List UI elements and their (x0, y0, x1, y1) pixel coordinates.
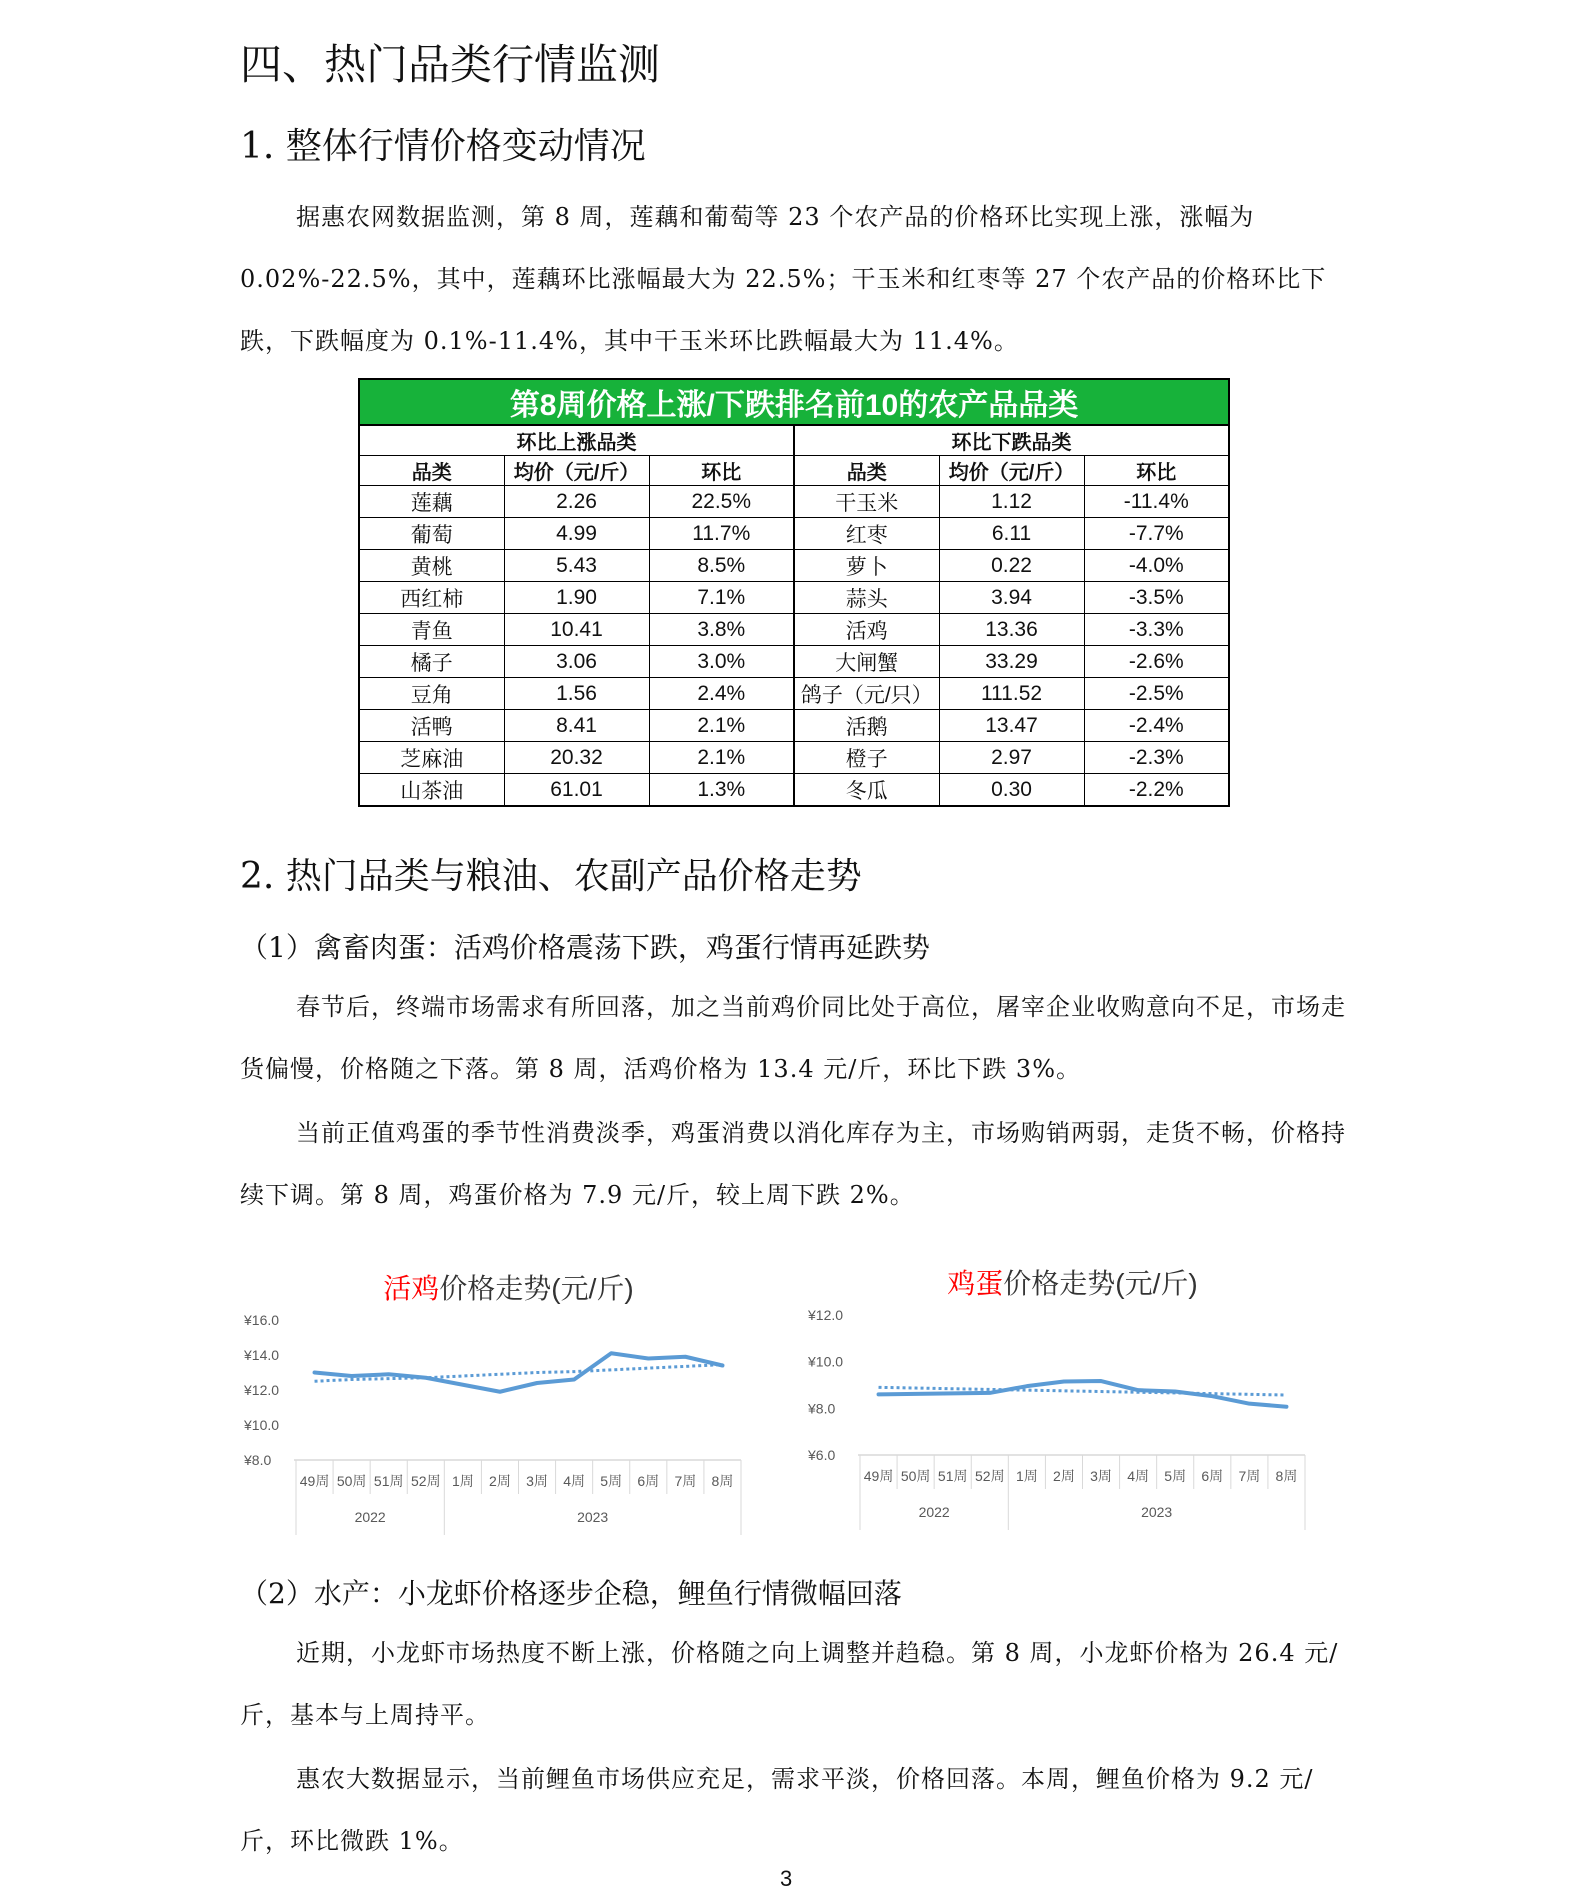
price-ranking-table (358, 378, 1230, 807)
table-cell-up-change: 2.1% (649, 742, 794, 774)
table-body (359, 486, 1229, 807)
y-tick-label: ¥16.0 (243, 1312, 279, 1328)
section-title: 四、热门品类行情监测 (240, 32, 660, 92)
table-cell-up-price: 1.56 (504, 678, 649, 710)
chart-title-rest: 价格走势(元/斤) (439, 1273, 633, 1304)
subsection-title-2-2: （2）水产：小龙虾价格逐步企稳，鲤鱼行情微幅回落 (240, 1572, 902, 1612)
table-cell-down-price: 0.30 (939, 774, 1084, 807)
y-tick-label: ¥6.0 (807, 1447, 835, 1463)
egg-price-chart (800, 1255, 1320, 1550)
x-tick-label: 51周 (374, 1473, 404, 1489)
table-cell-up-name: 青鱼 (359, 614, 504, 646)
table-cell-down-price: 2.97 (939, 742, 1084, 774)
table-cell-down-name: 橙子 (794, 742, 939, 774)
table-cell-up-name: 芝麻油 (359, 742, 504, 774)
table-row (359, 678, 1229, 710)
table-cell-down-price: 0.22 (939, 550, 1084, 582)
table-cell-up-price: 1.90 (504, 582, 649, 614)
table-row (359, 742, 1229, 774)
table-row (359, 710, 1229, 742)
chart-title-highlight: 鸡蛋 (947, 1268, 1003, 1299)
col-header-name: 品类 (794, 456, 939, 486)
table-cell-up-price: 3.06 (504, 646, 649, 678)
table-cell-up-price: 8.41 (504, 710, 649, 742)
table-cell-down-change: -2.6% (1084, 646, 1229, 678)
table-cell-up-price: 20.32 (504, 742, 649, 774)
x-tick-label: 1周 (1016, 1468, 1038, 1484)
table-row (359, 518, 1229, 550)
table-cell-up-price: 5.43 (504, 550, 649, 582)
x-tick-label: 5周 (600, 1473, 622, 1489)
table-cell-up-change: 8.5% (649, 550, 794, 582)
x-tick-label: 2周 (489, 1473, 511, 1489)
table-cell-down-price: 13.47 (939, 710, 1084, 742)
table-cell-up-change: 11.7% (649, 518, 794, 550)
x-tick-label: 50周 (901, 1468, 931, 1484)
x-tick-label: 6周 (637, 1473, 659, 1489)
x-tick-label: 52周 (411, 1473, 441, 1489)
x-tick-label: 3周 (526, 1473, 548, 1489)
table-cell-up-change: 22.5% (649, 486, 794, 518)
x-tick-label: 8周 (712, 1473, 734, 1489)
table-cell-down-name: 大闸蟹 (794, 646, 939, 678)
y-tick-label: ¥8.0 (243, 1452, 271, 1468)
chicken-price-chart (236, 1260, 756, 1555)
page-number: 3 (780, 1866, 792, 1892)
table-row (359, 550, 1229, 582)
table-row (359, 774, 1229, 807)
x-tick-label: 7周 (1238, 1468, 1260, 1484)
paragraph-chicken: 春节后，终端市场需求有所回落，加之当前鸡价同比处于高位，屠宰企业收购意向不足，市场走货偏慢，价格随之下落。第 8 周，活鸡价格为 13.4 元/斤，环比下跌 3%。 (240, 976, 1350, 1100)
x-tick-label: 4周 (563, 1473, 585, 1489)
table-cell-down-price: 111.52 (939, 678, 1084, 710)
table-cell-up-price: 61.01 (504, 774, 649, 807)
x-tick-label: 8周 (1276, 1468, 1298, 1484)
x-tick-label: 50周 (337, 1473, 367, 1489)
paragraph-egg: 当前正值鸡蛋的季节性消费淡季，鸡蛋消费以消化库存为主，市场购销两弱，走货不畅，价格持续下调。第 8 周，鸡蛋价格为 7.9 元/斤，较上周下跌 2%。 (240, 1102, 1350, 1226)
table-cell-down-price: 6.11 (939, 518, 1084, 550)
table-cell-down-name: 红枣 (794, 518, 939, 550)
table-cell-down-name: 冬瓜 (794, 774, 939, 807)
table-cell-down-change: -3.5% (1084, 582, 1229, 614)
paragraph-overview: 据惠农网数据监测，第 8 周，莲藕和葡萄等 23 个农产品的价格环比实现上涨，涨幅为 0.02%-22.5%，其中，莲藕环比涨幅最大为 22.5%；干玉米和红枣等 27 个农产品的价格环比下跌，下跌幅度为 0.1%-11.4%，其中干玉米环比跌幅最大为 11.4%。 (240, 186, 1350, 372)
table-cell-up-change: 7.1% (649, 582, 794, 614)
y-tick-label: ¥12.0 (807, 1307, 843, 1323)
chart-title-highlight: 活鸡 (383, 1273, 439, 1304)
chart-title (947, 1268, 1197, 1299)
paragraph-crayfish: 近期，小龙虾市场热度不断上涨，价格随之向上调整并趋稳。第 8 周，小龙虾价格为 26.4 元/斤，基本与上周持平。 (240, 1622, 1350, 1746)
table-row (359, 486, 1229, 518)
table-cell-up-change: 2.4% (649, 678, 794, 710)
table-cell-down-price: 13.36 (939, 614, 1084, 646)
table-cell-up-change: 3.0% (649, 646, 794, 678)
col-header-change: 环比 (649, 456, 794, 486)
table-cell-down-name: 活鸡 (794, 614, 939, 646)
table-cell-up-price: 10.41 (504, 614, 649, 646)
table-cell-up-name: 活鸭 (359, 710, 504, 742)
chart-title (383, 1273, 633, 1304)
x-tick-label: 2周 (1053, 1468, 1075, 1484)
year-label: 2023 (577, 1509, 608, 1525)
col-header-name: 品类 (359, 456, 504, 486)
table-cell-up-change: 1.3% (649, 774, 794, 807)
table-cell-up-name: 西红柿 (359, 582, 504, 614)
x-tick-label: 52周 (975, 1468, 1005, 1484)
table-cell-up-name: 豆角 (359, 678, 504, 710)
table-row (359, 614, 1229, 646)
table-cell-down-name: 萝卜 (794, 550, 939, 582)
subsection-title-2-1: （1）禽畜肉蛋：活鸡价格震荡下跌，鸡蛋行情再延跌势 (240, 926, 930, 966)
table-cell-up-price: 4.99 (504, 518, 649, 550)
subsection-title-1: 1. 整体行情价格变动情况 (240, 118, 646, 169)
table-cell-down-name: 活鹅 (794, 710, 939, 742)
down-group-header: 环比下跌品类 (794, 425, 1229, 456)
year-label: 2022 (919, 1504, 950, 1520)
table-cell-up-change: 2.1% (649, 710, 794, 742)
table-cell-down-change: -3.3% (1084, 614, 1229, 646)
paragraph-carp: 惠农大数据显示，当前鲤鱼市场供应充足，需求平淡，价格回落。本周，鲤鱼价格为 9.2 元/斤，环比微跌 1%。 (240, 1748, 1350, 1872)
table-cell-down-name: 干玉米 (794, 486, 939, 518)
subsection-title-2: 2. 热门品类与粮油、农副产品价格走势 (240, 848, 862, 899)
x-tick-label: 4周 (1127, 1468, 1149, 1484)
col-header-price: 均价（元/斤） (504, 456, 649, 486)
table-cell-down-change: -2.2% (1084, 774, 1229, 807)
chart-title-rest: 价格走势(元/斤) (1003, 1268, 1197, 1299)
x-tick-label: 49周 (864, 1468, 894, 1484)
table-cell-down-change: -2.3% (1084, 742, 1229, 774)
table-cell-up-name: 莲藕 (359, 486, 504, 518)
table-title: 第8周价格上涨/下跌排名前10的农产品品类 (359, 379, 1229, 425)
x-tick-label: 49周 (300, 1473, 330, 1489)
table-cell-down-change: -2.5% (1084, 678, 1229, 710)
table-cell-down-change: -4.0% (1084, 550, 1229, 582)
up-group-header: 环比上涨品类 (359, 425, 794, 456)
x-tick-label: 5周 (1164, 1468, 1186, 1484)
col-header-price: 均价（元/斤） (939, 456, 1084, 486)
egg-price-chart-svg (800, 1255, 1320, 1545)
table-row (359, 646, 1229, 678)
table-cell-down-price: 33.29 (939, 646, 1084, 678)
chicken-price-chart-svg (236, 1260, 756, 1550)
y-tick-label: ¥8.0 (807, 1400, 835, 1416)
table-cell-down-change: -2.4% (1084, 710, 1229, 742)
table-cell-up-name: 橘子 (359, 646, 504, 678)
x-tick-label: 6周 (1201, 1468, 1223, 1484)
table-cell-down-name: 蒜头 (794, 582, 939, 614)
col-header-change: 环比 (1084, 456, 1229, 486)
year-label: 2022 (355, 1509, 386, 1525)
table-cell-down-price: 1.12 (939, 486, 1084, 518)
price-ranking-table-wrap (358, 378, 1228, 807)
table-cell-up-name: 山茶油 (359, 774, 504, 807)
y-tick-label: ¥10.0 (807, 1354, 843, 1370)
x-tick-label: 1周 (452, 1473, 474, 1489)
table-cell-down-price: 3.94 (939, 582, 1084, 614)
price-series-line (879, 1381, 1287, 1407)
x-tick-label: 3周 (1090, 1468, 1112, 1484)
table-cell-down-change: -11.4% (1084, 486, 1229, 518)
y-tick-label: ¥12.0 (243, 1382, 279, 1398)
table-cell-up-name: 黄桃 (359, 550, 504, 582)
table-cell-down-change: -7.7% (1084, 518, 1229, 550)
year-label: 2023 (1141, 1504, 1172, 1520)
y-tick-label: ¥10.0 (243, 1417, 279, 1433)
table-cell-down-name: 鸽子（元/只） (794, 678, 939, 710)
x-tick-label: 51周 (938, 1468, 968, 1484)
table-row (359, 582, 1229, 614)
table-cell-up-change: 3.8% (649, 614, 794, 646)
y-tick-label: ¥14.0 (243, 1347, 279, 1363)
table-cell-up-price: 2.26 (504, 486, 649, 518)
x-tick-label: 7周 (674, 1473, 696, 1489)
table-cell-up-name: 葡萄 (359, 518, 504, 550)
